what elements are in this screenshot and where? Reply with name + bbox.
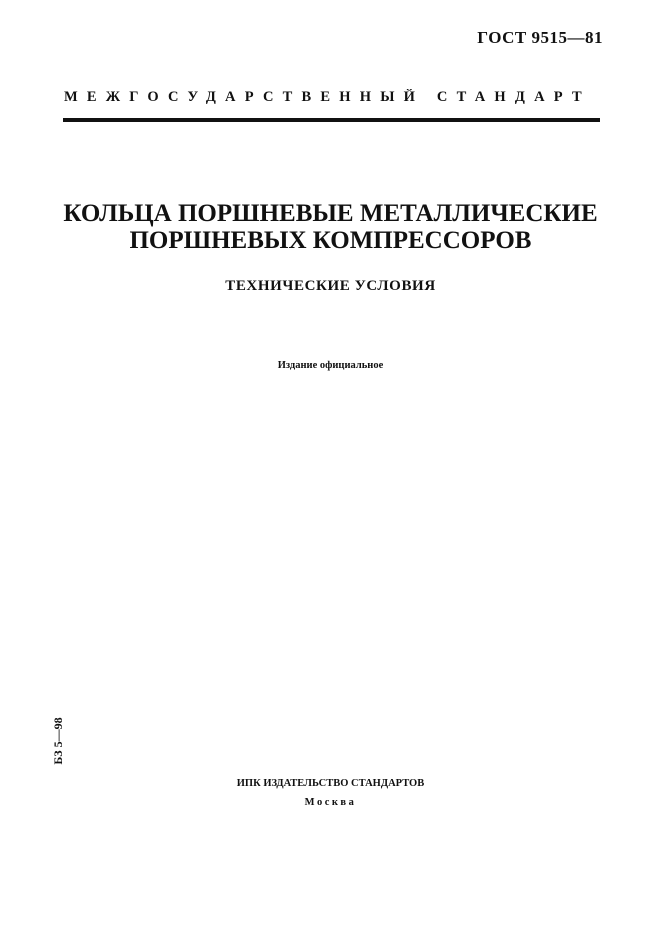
- header-rule: [63, 118, 600, 122]
- side-code: БЗ 5—98: [51, 717, 65, 765]
- document-subtitle: ТЕХНИЧЕСКИЕ УСЛОВИЯ: [225, 278, 436, 294]
- publisher-name: ИПК ИЗДАТЕЛЬСТВО СТАНДАРТОВ: [236, 778, 425, 789]
- document-title: [40, 200, 621, 254]
- edition-note: Издание официальное: [277, 360, 384, 371]
- title-line-1: КОЛЬЦА ПОРШНЕВЫЕ МЕТАЛЛИЧЕСКИЕ: [63, 200, 598, 227]
- document-number: ГОСТ 9515—81: [477, 28, 603, 47]
- title-line-2: ПОРШНЕВЫХ КОМПРЕССОРОВ: [129, 227, 532, 254]
- publisher-city: Москва: [304, 797, 357, 808]
- standard-type-heading: МЕЖГОСУДАРСТВЕННЫЙ СТАНДАРТ: [64, 89, 591, 105]
